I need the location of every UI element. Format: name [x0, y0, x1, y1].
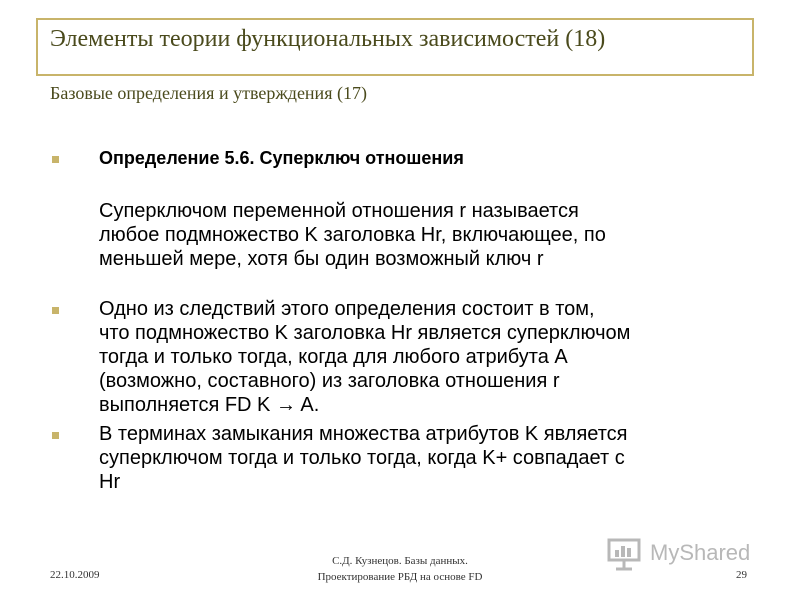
- text-line: суперключом тогда и только тогда, когда K+ совпадает с: [99, 447, 625, 469]
- footer-citation: [250, 553, 550, 585]
- consequence-text: [99, 297, 630, 417]
- logo-text: MyShared: [650, 540, 751, 565]
- header-frame-left: [36, 18, 38, 76]
- closure-text: [99, 422, 628, 494]
- header-frame-right: [752, 18, 754, 76]
- bullet-marker: [52, 307, 59, 314]
- text-line: выполняется FD K → A.: [99, 394, 320, 416]
- page-number: 29: [736, 569, 747, 581]
- bullet-marker: [52, 432, 59, 439]
- text-line: меньшей мере, хотя бы один возможный ключ r: [99, 248, 544, 270]
- text-line: Суперключом переменной отношения r называется: [99, 200, 579, 222]
- text-line: В терминах замыкания множества атрибутов K является: [99, 423, 628, 445]
- footer-author: С.Д. Кузнецов. Базы данных.: [332, 555, 468, 567]
- text-line: что подмножество K заголовка Hr является суперключом: [99, 322, 631, 344]
- header-frame-top: [36, 18, 754, 20]
- presentation-icon: [606, 536, 646, 572]
- bullet-marker: [52, 156, 59, 163]
- text-line: тогда и только тогда, когда для любого атрибута A: [99, 346, 568, 368]
- definition-text: [99, 199, 606, 271]
- footer-date: 22.10.2009: [50, 569, 100, 581]
- text-line: (возможно, составного) из заголовка отношения r: [99, 370, 560, 392]
- definition-heading: Определение 5.6. Суперключ отношения: [99, 148, 464, 168]
- myshared-logo: [606, 536, 766, 576]
- text-line: любое подмножество K заголовка Hr, включающее, по: [99, 224, 606, 246]
- slide-subtitle: Базовые определения и утверждения (17): [50, 83, 367, 103]
- header-frame-bottom: [36, 74, 754, 76]
- footer-course: Проектирование РБД на основе FD: [317, 571, 483, 583]
- text-line: Одно из следствий этого определения состоит в том,: [99, 298, 595, 320]
- slide-title: Элементы теории функциональных зависимостей (18): [50, 26, 606, 52]
- text-line: Hr: [99, 471, 121, 493]
